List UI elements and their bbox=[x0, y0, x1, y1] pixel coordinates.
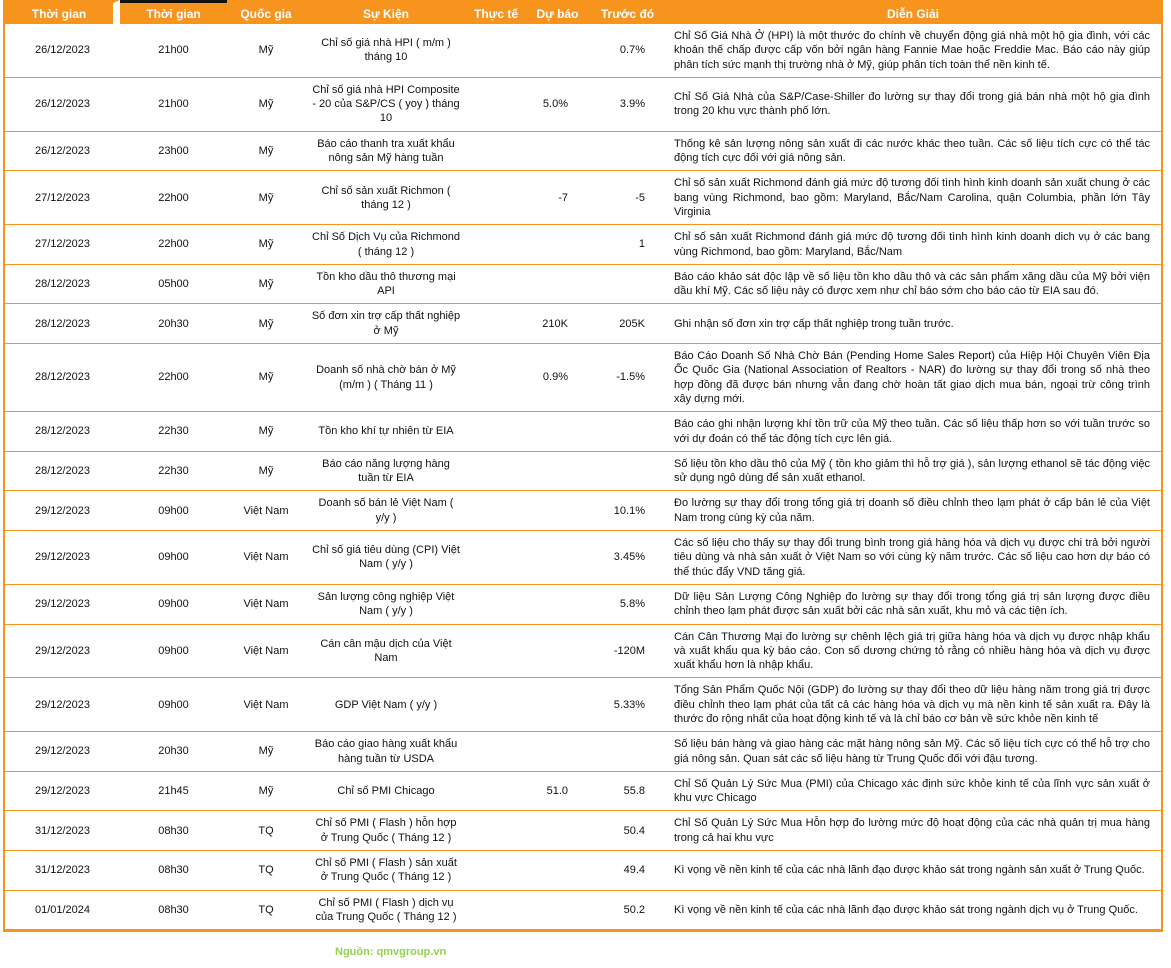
cell-event: Chỉ số giá nhà HPI Composite - 20 của S&P/CS ( yoy ) tháng 10 bbox=[305, 78, 467, 132]
cell-date: 29/12/2023 bbox=[5, 772, 120, 812]
cell-actual bbox=[467, 732, 525, 772]
table-row bbox=[5, 452, 1161, 492]
cell-forecast bbox=[525, 132, 590, 172]
table-row bbox=[5, 412, 1161, 452]
table-row bbox=[5, 531, 1161, 585]
cell-description: Chỉ Số Quản Lý Sức Mua Hỗn hợp đo lường mức độ hoạt động của các nhà quản trị mua hàng trong cả hai khu vực bbox=[665, 811, 1161, 851]
cell-country: Việt Nam bbox=[227, 625, 305, 679]
cell-description: Số liệu bán hàng và giao hàng các mặt hàng nông sản Mỹ. Các số liệu tích cực có thể hỗ trợ cho giá nông sản. Quan sát các số liệu hàng từ Trung Quốc đối với đậu tương. bbox=[665, 732, 1161, 772]
cell-date: 28/12/2023 bbox=[5, 265, 120, 305]
table-row bbox=[5, 851, 1161, 891]
cell-time: 23h00 bbox=[120, 132, 227, 172]
cell-event: Chỉ số PMI ( Flash ) sản xuất ở Trung Quốc ( Tháng 12 ) bbox=[305, 851, 467, 891]
economic-calendar-table bbox=[3, 0, 1163, 932]
cell-forecast bbox=[525, 452, 590, 492]
col-header-actual: Thực tế bbox=[467, 0, 525, 24]
table-row bbox=[5, 24, 1161, 78]
table-row bbox=[5, 491, 1161, 531]
table-row bbox=[5, 772, 1161, 812]
cell-time: 09h00 bbox=[120, 625, 227, 679]
cell-actual bbox=[467, 678, 525, 732]
source-note: Nguồn: qmvgroup.vn bbox=[335, 946, 447, 959]
cell-actual bbox=[467, 772, 525, 812]
cell-event: Cán cân mậu dịch của Việt Nam bbox=[305, 625, 467, 679]
cell-date: 31/12/2023 bbox=[5, 811, 120, 851]
cell-event: Chỉ số PMI Chicago bbox=[305, 772, 467, 812]
cell-description: Số liệu tồn kho dầu thô của Mỹ ( tồn kho giảm thì hỗ trợ giá ), sản lượng ethanol sẽ tác động việc sử dụng ngô dùng để sản xuất ethanol. bbox=[665, 452, 1161, 492]
cell-actual bbox=[467, 412, 525, 452]
cell-country: Mỹ bbox=[227, 132, 305, 172]
cell-time: 08h30 bbox=[120, 891, 227, 931]
cell-forecast: 51.0 bbox=[525, 772, 590, 812]
cell-event: Chỉ số PMI ( Flash ) hỗn hợp ở Trung Quốc ( Tháng 12 ) bbox=[305, 811, 467, 851]
cell-event: Doanh số bán lẻ Việt Nam ( y/y ) bbox=[305, 491, 467, 531]
cell-country: Mỹ bbox=[227, 772, 305, 812]
cell-country: Việt Nam bbox=[227, 585, 305, 625]
cell-time: 22h00 bbox=[120, 344, 227, 412]
cell-description: Thống kê sản lượng nông sản xuất đi các nước khác theo tuần. Các số liệu tích cực có thể tác động tích cực đối với giá nông sản. bbox=[665, 132, 1161, 172]
cell-country: Việt Nam bbox=[227, 531, 305, 585]
cell-description: Báo cáo khảo sát độc lập về số liệu tồn kho dầu thô và các sản phẩm xăng dầu của Mỹ bởi viện dầu khí Mỹ. Các số liệu này có được xem như chỉ báo sớm cho báo cáo từ EIA sau đó. bbox=[665, 265, 1161, 305]
cell-event: Doanh số nhà chờ bán ở Mỹ (m/m ) ( Tháng 11 ) bbox=[305, 344, 467, 412]
cell-forecast bbox=[525, 531, 590, 585]
cell-date: 28/12/2023 bbox=[5, 412, 120, 452]
cell-time: 20h30 bbox=[120, 732, 227, 772]
cell-time: 21h45 bbox=[120, 772, 227, 812]
cell-description: Dữ liệu Sản Lượng Công Nghiệp đo lường sự thay đổi trong tổng giá trị sản lượng được điều chỉnh theo lạm phát được sản xuất bởi các nhà sản xuất, khu mỏ và các tiện ích. bbox=[665, 585, 1161, 625]
cell-date: 27/12/2023 bbox=[5, 171, 120, 225]
cell-country: Mỹ bbox=[227, 78, 305, 132]
table-row bbox=[5, 132, 1161, 172]
table-body bbox=[5, 24, 1161, 930]
cell-description: Báo Cáo Doanh Số Nhà Chờ Bán (Pending Home Sales Report) của Hiệp Hội Chuyên Viên Địa Ốc Quốc Gia (National Association of Realtors - NAR) đo lường sự thay đổi trong số nhà theo hợp đồng đã được bán nhưng vẫn đang chờ hoàn tất giao dịch mua bán, ngoại trừ công trình xây dựng mới. bbox=[665, 344, 1161, 412]
cell-event: Sản lượng công nghiệp Việt Nam ( y/y ) bbox=[305, 585, 467, 625]
cell-date: 27/12/2023 bbox=[5, 225, 120, 265]
cell-previous: 10.1% bbox=[590, 491, 665, 531]
cell-previous bbox=[590, 412, 665, 452]
cell-actual bbox=[467, 585, 525, 625]
col-header-country: Quốc gia bbox=[227, 0, 305, 24]
cell-previous: -5 bbox=[590, 171, 665, 225]
cell-forecast bbox=[525, 891, 590, 931]
cell-country: Mỹ bbox=[227, 412, 305, 452]
cell-event: Chỉ số sản xuất Richmon ( tháng 12 ) bbox=[305, 171, 467, 225]
cell-description: Ghi nhận số đơn xin trợ cấp thất nghiệp trong tuần trước. bbox=[665, 304, 1161, 344]
cell-forecast bbox=[525, 851, 590, 891]
cell-time: 09h00 bbox=[120, 585, 227, 625]
cell-country: TQ bbox=[227, 891, 305, 931]
col-header-event: Sự Kiện bbox=[305, 0, 467, 24]
table-row bbox=[5, 585, 1161, 625]
cell-date: 26/12/2023 bbox=[5, 78, 120, 132]
table-row bbox=[5, 625, 1161, 679]
col-header-description: Diễn Giải bbox=[665, 0, 1161, 24]
table-row bbox=[5, 304, 1161, 344]
cell-previous: -120M bbox=[590, 625, 665, 679]
col-header-time: Thời gian bbox=[120, 0, 227, 24]
cell-event: Báo cáo giao hàng xuất khẩu hàng tuần từ USDA bbox=[305, 732, 467, 772]
cell-country: Mỹ bbox=[227, 344, 305, 412]
cell-actual bbox=[467, 452, 525, 492]
cell-previous: 49.4 bbox=[590, 851, 665, 891]
cell-actual bbox=[467, 78, 525, 132]
cell-description: Chỉ Số Giá Nhà của S&P/Case-Shiller đo lường sự thay đổi trong giá bán nhà một hộ gia đình trong 20 khu vực thành phố lớn. bbox=[665, 78, 1161, 132]
header-row bbox=[5, 0, 1161, 24]
cell-forecast: -7 bbox=[525, 171, 590, 225]
cell-description: Chỉ số sản xuất Richmond đánh giá mức độ tương đối tình hình kinh doanh sản xuất chung ở các bang vùng Richmond, bao gồm: Maryland, Bắc/Nam Carolina, quận Columbia, phần lớn Tây Virginia bbox=[665, 171, 1161, 225]
cell-previous: 50.4 bbox=[590, 811, 665, 851]
cell-time: 08h30 bbox=[120, 811, 227, 851]
cell-previous bbox=[590, 265, 665, 305]
cell-event: GDP Việt Nam ( y/y ) bbox=[305, 678, 467, 732]
cell-previous: 55.8 bbox=[590, 772, 665, 812]
cell-date: 29/12/2023 bbox=[5, 625, 120, 679]
cell-previous bbox=[590, 732, 665, 772]
cell-forecast bbox=[525, 625, 590, 679]
table-row bbox=[5, 265, 1161, 305]
cell-date: 28/12/2023 bbox=[5, 452, 120, 492]
cell-actual bbox=[467, 531, 525, 585]
col-header-forecast: Dự báo bbox=[525, 0, 590, 24]
cell-event: Chỉ số giá nhà HPI ( m/m ) tháng 10 bbox=[305, 24, 467, 78]
cell-actual bbox=[467, 625, 525, 679]
cell-forecast bbox=[525, 732, 590, 772]
cell-country: Việt Nam bbox=[227, 678, 305, 732]
col-header-previous: Trước đó bbox=[590, 0, 665, 24]
cell-time: 09h00 bbox=[120, 531, 227, 585]
cell-description: Kì vọng về nền kinh tế của các nhà lãnh đạo được khảo sát trong ngành dịch vụ ở Trung Quốc. bbox=[665, 891, 1161, 931]
cell-forecast bbox=[525, 265, 590, 305]
cell-actual bbox=[467, 491, 525, 531]
cell-previous: 5.8% bbox=[590, 585, 665, 625]
cell-event: Báo cáo năng lượng hàng tuần từ EIA bbox=[305, 452, 467, 492]
cell-description: Chỉ Số Giá Nhà Ở (HPI) là một thước đo chính về chuyển động giá nhà một hộ gia đình, với các khoản thế chấp được cấp vốn bởi ngân hàng Fannie Mae hoặc Freddie Mac. Báo cáo này giúp phân tích sức mạnh thị trường nhà ở Mỹ, giúp phân tích toàn thể nền kinh tế. bbox=[665, 24, 1161, 78]
cell-time: 09h00 bbox=[120, 491, 227, 531]
cell-actual bbox=[467, 851, 525, 891]
cell-forecast bbox=[525, 412, 590, 452]
cell-previous: 3.9% bbox=[590, 78, 665, 132]
cell-country: Mỹ bbox=[227, 304, 305, 344]
cell-description: Báo cáo ghi nhận lượng khí tồn trữ của Mỹ theo tuần. Các số liệu thấp hơn so với tuần trước so với dự đoán có thể tác động tích cực lên giá. bbox=[665, 412, 1161, 452]
cell-time: 22h30 bbox=[120, 412, 227, 452]
col-header-date: Thời gian bbox=[5, 0, 120, 24]
cell-country: Việt Nam bbox=[227, 491, 305, 531]
table-row bbox=[5, 225, 1161, 265]
cell-actual bbox=[467, 344, 525, 412]
cell-date: 29/12/2023 bbox=[5, 585, 120, 625]
cell-date: 28/12/2023 bbox=[5, 304, 120, 344]
cell-previous bbox=[590, 132, 665, 172]
cell-country: Mỹ bbox=[227, 265, 305, 305]
cell-date: 31/12/2023 bbox=[5, 851, 120, 891]
cell-country: Mỹ bbox=[227, 732, 305, 772]
cell-description: Kì vọng về nền kinh tế của các nhà lãnh đạo được khảo sát trong ngành sản xuất ở Trung Quốc. bbox=[665, 851, 1161, 891]
cell-actual bbox=[467, 891, 525, 931]
cell-description: Cán Cân Thương Mại đo lường sự chênh lệch giá trị giữa hàng hóa và dịch vụ được nhập khẩu và xuất khẩu qua kỳ báo cáo. Con số dương chứng tỏ rằng có nhiều hàng hóa và dịch vụ được xuất khẩu hơn là nhập khẩu. bbox=[665, 625, 1161, 679]
table-row bbox=[5, 811, 1161, 851]
cell-previous bbox=[590, 452, 665, 492]
cell-time: 22h30 bbox=[120, 452, 227, 492]
cell-actual bbox=[467, 304, 525, 344]
cell-country: TQ bbox=[227, 811, 305, 851]
cell-time: 21h00 bbox=[120, 24, 227, 78]
table-row bbox=[5, 732, 1161, 772]
table-row bbox=[5, 78, 1161, 132]
cell-description: Các số liệu cho thấy sự thay đổi trung bình trong giá hàng hóa và dịch vụ được chi trả bởi người tiêu dùng và nhà sản xuất ở Việt Nam so với cùng kỳ năm trước. Các số liệu cao hơn dự báo có thể thúc đẩy VND tăng giá. bbox=[665, 531, 1161, 585]
cell-previous: 0.7% bbox=[590, 24, 665, 78]
cell-event: Tồn kho khí tự nhiên từ EIA bbox=[305, 412, 467, 452]
cell-forecast bbox=[525, 491, 590, 531]
cell-actual bbox=[467, 265, 525, 305]
cell-event: Chỉ Số Dịch Vụ của Richmond ( tháng 12 ) bbox=[305, 225, 467, 265]
cell-date: 01/01/2024 bbox=[5, 891, 120, 931]
cell-time: 20h30 bbox=[120, 304, 227, 344]
cell-forecast bbox=[525, 678, 590, 732]
cell-description: Tổng Sản Phẩm Quốc Nội (GDP) đo lường sự thay đổi theo dữ liệu hàng năm trong giá trị được điều chỉnh theo lạm phát của tất cả các hàng hóa và dịch vụ mà nền kinh tế sản xuất ra. Đây là thước đo rộng nhất của hoạt động kinh tế và là chỉ báo cơ bản về sức khỏe nền kinh tế bbox=[665, 678, 1161, 732]
cell-country: Mỹ bbox=[227, 225, 305, 265]
cell-date: 29/12/2023 bbox=[5, 732, 120, 772]
cell-date: 29/12/2023 bbox=[5, 491, 120, 531]
cell-event: Chỉ số PMI ( Flash ) dịch vụ của Trung Quốc ( Tháng 12 ) bbox=[305, 891, 467, 931]
cell-country: Mỹ bbox=[227, 452, 305, 492]
table-row bbox=[5, 678, 1161, 732]
cell-date: 29/12/2023 bbox=[5, 678, 120, 732]
cell-forecast bbox=[525, 811, 590, 851]
cell-description: Chỉ Số Quản Lý Sức Mua (PMI) của Chicago xác định sức khỏe kinh tế của lĩnh vực sản xuất ở khu vực Chicago bbox=[665, 772, 1161, 812]
cell-forecast bbox=[525, 585, 590, 625]
cell-time: 21h00 bbox=[120, 78, 227, 132]
cell-event: Chỉ số giá tiêu dùng (CPI) Việt Nam ( y/y ) bbox=[305, 531, 467, 585]
cell-country: TQ bbox=[227, 851, 305, 891]
cell-description: Đo lường sự thay đổi trong tổng giá trị doanh số điều chỉnh theo lạm phát ở cấp bản lẻ của Việt Nam trong cùng kỳ của năm. bbox=[665, 491, 1161, 531]
cell-time: 09h00 bbox=[120, 678, 227, 732]
cell-description: Chỉ số sản xuất Richmond đánh giá mức độ tương đối tình hình kinh doanh dich vụ ở các bang vùng Richmond, bao gồm: Maryland, Bắc/Nam bbox=[665, 225, 1161, 265]
cell-forecast: 5.0% bbox=[525, 78, 590, 132]
cell-actual bbox=[467, 171, 525, 225]
cell-actual bbox=[467, 24, 525, 78]
cell-event: Số đơn xin trợ cấp thất nghiệp ở Mỹ bbox=[305, 304, 467, 344]
cell-previous: 1 bbox=[590, 225, 665, 265]
cell-previous: -1.5% bbox=[590, 344, 665, 412]
cell-country: Mỹ bbox=[227, 171, 305, 225]
cell-forecast bbox=[525, 225, 590, 265]
table-row bbox=[5, 891, 1161, 931]
cell-forecast: 210K bbox=[525, 304, 590, 344]
cell-date: 26/12/2023 bbox=[5, 24, 120, 78]
cell-forecast: 0.9% bbox=[525, 344, 590, 412]
cell-date: 29/12/2023 bbox=[5, 531, 120, 585]
cell-time: 08h30 bbox=[120, 851, 227, 891]
cell-previous: 50.2 bbox=[590, 891, 665, 931]
cell-event: Báo cáo thanh tra xuất khẩu nông sản Mỹ hàng tuần bbox=[305, 132, 467, 172]
cell-forecast bbox=[525, 24, 590, 78]
cell-actual bbox=[467, 225, 525, 265]
cell-date: 26/12/2023 bbox=[5, 132, 120, 172]
cell-previous: 5.33% bbox=[590, 678, 665, 732]
cell-date: 28/12/2023 bbox=[5, 344, 120, 412]
cell-time: 22h00 bbox=[120, 171, 227, 225]
cell-previous: 3.45% bbox=[590, 531, 665, 585]
cell-actual bbox=[467, 811, 525, 851]
cell-actual bbox=[467, 132, 525, 172]
cell-previous: 205K bbox=[590, 304, 665, 344]
cell-event: Tồn kho dầu thô thương mại API bbox=[305, 265, 467, 305]
cell-country: Mỹ bbox=[227, 24, 305, 78]
cell-time: 22h00 bbox=[120, 225, 227, 265]
table-row bbox=[5, 171, 1161, 225]
cell-time: 05h00 bbox=[120, 265, 227, 305]
table-row bbox=[5, 344, 1161, 412]
